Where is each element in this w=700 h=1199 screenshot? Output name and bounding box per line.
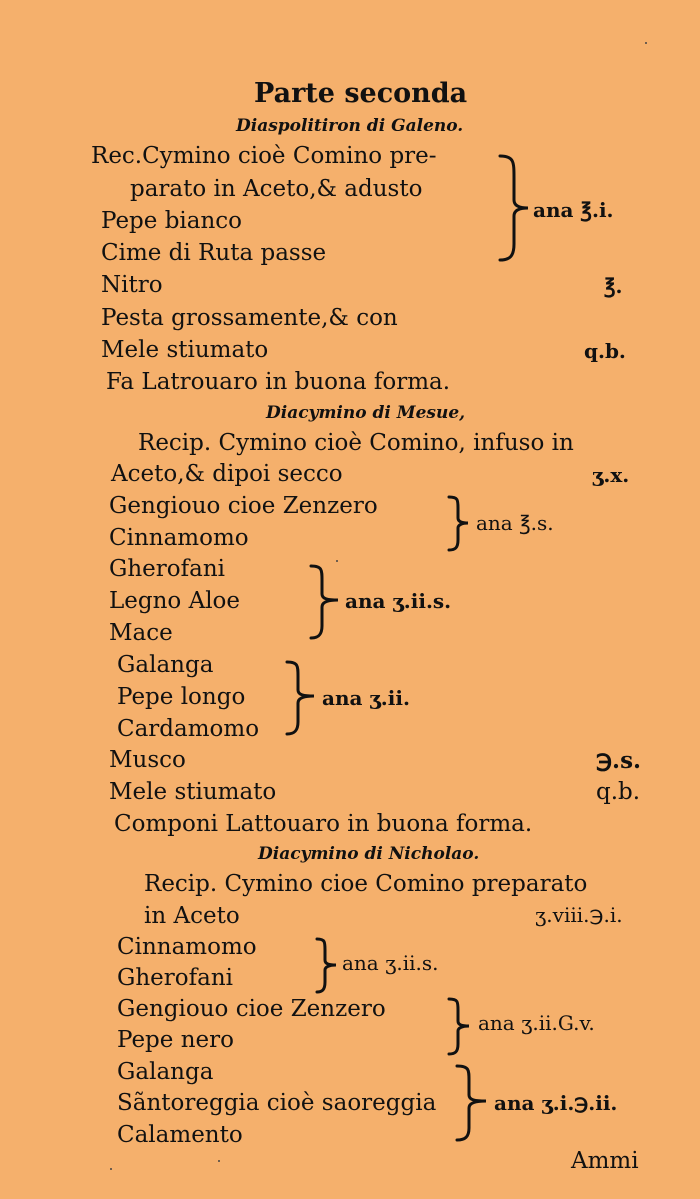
speck bbox=[218, 1160, 220, 1162]
recipe-line: Gherofani bbox=[117, 965, 234, 991]
quantity-group: ana ʒ.ii.G.v. bbox=[478, 1011, 595, 1035]
recipe-line: parato in Aceto,& adusto bbox=[130, 176, 423, 202]
quantity-group: ana ℥.i. bbox=[533, 198, 614, 222]
quantity-group: ana ʒ.i.℈.ii. bbox=[494, 1091, 618, 1115]
quantity: ℈.s. bbox=[596, 747, 642, 774]
speck bbox=[110, 1168, 112, 1170]
recipe-line: Mele stiumato bbox=[101, 337, 269, 363]
recipe-line: Cinnamomo bbox=[117, 934, 257, 960]
recipe-line: Cardamomo bbox=[117, 716, 260, 742]
recipe-line: Cinnamomo bbox=[109, 525, 249, 551]
recipe-line: Recip. Cymino cioè Comino, infuso in bbox=[138, 430, 574, 456]
recipe-line: in Aceto bbox=[144, 903, 240, 929]
quantity-group: ana ʒ.ii.s. bbox=[342, 951, 439, 975]
recipe-line: Gengiouo cioe Zenzero bbox=[109, 493, 378, 519]
quantity: ʒ.viii.℈.i. bbox=[535, 903, 623, 927]
speck bbox=[645, 42, 647, 44]
quantity: ʒ.x. bbox=[592, 463, 630, 487]
recipe-line: Galanga bbox=[117, 1059, 214, 1085]
speck bbox=[336, 560, 338, 562]
quantity-group: ana ℥.s. bbox=[476, 511, 554, 535]
brace-icon bbox=[444, 996, 476, 1058]
recipe-line: Recip. Cymino cioe Comino preparato bbox=[144, 871, 588, 897]
catchword: Ammi bbox=[571, 1148, 639, 1174]
recipe-line: Fa Latrouaro in buona forma. bbox=[106, 369, 451, 395]
recipe-line: Pepe bianco bbox=[101, 208, 243, 234]
recipe-line: Galanga bbox=[117, 652, 214, 678]
brace-icon bbox=[452, 1062, 494, 1144]
recipe-line: Calamento bbox=[117, 1122, 243, 1148]
recipe-line: Mele stiumato bbox=[109, 779, 277, 805]
recipe-line: Componi Lattouaro in buona forma. bbox=[114, 811, 533, 837]
recipe-line: Legno Aloe bbox=[109, 588, 241, 614]
recipe-line: Gherofani bbox=[109, 556, 226, 582]
recipe-line: Rec.Cymino cioè Comino pre- bbox=[91, 143, 437, 169]
section-title-diacymino-mesue: Diacymino di Mesue, bbox=[266, 403, 466, 423]
recipe-line: Musco bbox=[109, 747, 186, 773]
brace-icon bbox=[494, 152, 534, 264]
section-title-diacymino-nicholao: Diacymino di Nicholao. bbox=[258, 844, 480, 864]
recipe-line: Nitro bbox=[101, 272, 163, 298]
quantity: ℥. bbox=[604, 274, 623, 298]
quantity: q.b. bbox=[596, 779, 641, 805]
section-title-diaspolitiron: Diaspolitiron di Galeno. bbox=[236, 116, 464, 136]
recipe-line: Pepe longo bbox=[117, 684, 246, 710]
running-header: Parte seconda bbox=[254, 78, 468, 109]
recipe-line: Pepe nero bbox=[117, 1027, 234, 1053]
recipe-line: Pesta grossamente,& con bbox=[101, 305, 398, 331]
recipe-line: Sãntoreggia cioè saoreggia bbox=[117, 1090, 437, 1116]
recipe-line: Mace bbox=[109, 620, 173, 646]
brace-icon bbox=[306, 562, 346, 642]
brace-icon bbox=[282, 658, 322, 738]
brace-icon bbox=[312, 936, 344, 996]
quantity-group: ana ʒ.ii. bbox=[322, 686, 410, 710]
recipe-line: Gengiouo cioe Zenzero bbox=[117, 996, 386, 1022]
recipe-line: Aceto,& dipoi secco bbox=[111, 461, 343, 487]
quantity: q.b. bbox=[584, 339, 626, 363]
recipe-line: Cime di Ruta passe bbox=[101, 240, 327, 266]
quantity-group: ana ʒ.ii.s. bbox=[345, 589, 452, 613]
brace-icon bbox=[444, 494, 474, 554]
